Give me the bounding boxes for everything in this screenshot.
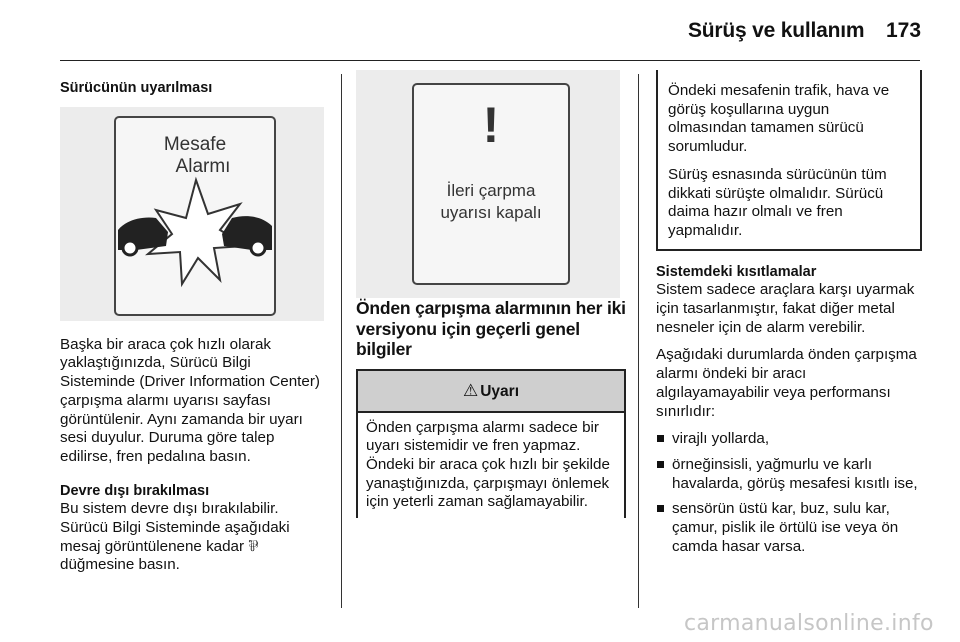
note-paragraph-1: Öndeki mesafenin trafik, hava ve görüş koşullarına uygun olmasından tamamen sürücü sorumludur. xyxy=(668,82,890,156)
list-item: virajlı yollarda, xyxy=(656,430,922,449)
column-2 xyxy=(356,70,626,518)
warning-box xyxy=(356,369,626,519)
figure-distance-alarm xyxy=(60,107,324,321)
list-item: örneğinsisli, yağmurlu ve karlı havalarda, görüş mesafesi kısıtlı ise, xyxy=(656,456,922,493)
warning-triangle-icon: ⚠ xyxy=(462,380,479,400)
display-line-2: uyarısı kapalı xyxy=(440,203,542,222)
paragraph-system-limits-2: Aşağıdaki durumlarda önden çarpışma alarmı öndeki bir aracı algılayamayabilir veya performansı sınırlıdır: xyxy=(656,346,917,420)
exclamation-icon: ! xyxy=(482,97,500,153)
collision-burst-icon xyxy=(116,118,274,314)
warning-text: Önden çarpışma alarmı sadece bir uyarı sistemidir ve fren yapmaz. Öndeki bir araca çok hızlı bir şekilde yanaştığınızda, çarpışmayı önlemek için yeterli zaman sağlamayabilir. xyxy=(366,418,610,511)
display-panel-2 xyxy=(412,83,570,285)
display-line-2: Alarmı xyxy=(175,155,231,177)
column-3 xyxy=(656,70,922,563)
section-heading-general-info: Önden çarpışma alarmının her iki versiyonu için geçerli genel bilgiler xyxy=(356,298,626,359)
subheading-driver-warning: Sürücünün uyarılması xyxy=(60,80,213,96)
subheading-system-limits: Sistemdeki kısıtlamalar xyxy=(656,263,817,280)
warning-continuation-box xyxy=(656,70,922,251)
display-line-1: Mesafe xyxy=(163,133,227,155)
paragraph-deactivation: Bu sistem devre dışı bırakılabilir. Sürücü Bilgi Sisteminde aşağıdaki mesaj görüntülenene kadar ⅌ düğmesine basın. xyxy=(60,500,290,574)
column-1 xyxy=(60,79,330,575)
limitations-list xyxy=(656,430,922,556)
display-panel xyxy=(114,116,276,316)
watermark: carmanualsonline.info xyxy=(684,611,934,636)
paragraph-warning-display: Başka bir araca çok hızlı olarak yaklaştığınızda, Sürücü Bilgi Sisteminde (Driver Information Center) çarpışma alarmı uyarısı sayfası görüntülenir. Aynı zamanda bir uyarı sesi duyulur. Duruma göre talep edilirse, fren pedalına basın. xyxy=(60,335,320,465)
column-divider-2 xyxy=(638,74,639,608)
list-item: sensörün üstü kar, buz, sulu kar, çamur, pislik ile örtülü ise veya ön camda hasar varsa. xyxy=(656,500,922,556)
column-divider-1 xyxy=(341,74,342,608)
paragraph-system-limits-1: Sistem sadece araçlara karşı uyarmak için tasarlanmıştır, fakat diğer metal nesneler için de alarm verebilir. xyxy=(656,281,915,336)
warning-title: Uyarı xyxy=(480,382,520,400)
figure-forward-collision-off xyxy=(356,70,620,298)
page-number: 173 xyxy=(886,19,922,42)
display-line-1: İleri çarpma xyxy=(446,181,536,200)
page-title: Sürüş ve kullanım xyxy=(688,19,865,42)
header-rule xyxy=(60,60,920,61)
warning-header xyxy=(358,371,624,413)
note-paragraph-2: Sürüş esnasında sürücünün tüm dikkati sürüşte olmalıdır. Sürücü daima hazır olmalı ve fren yapmalıdır. xyxy=(668,165,887,239)
subheading-deactivation: Devre dışı bırakılması xyxy=(60,482,210,499)
